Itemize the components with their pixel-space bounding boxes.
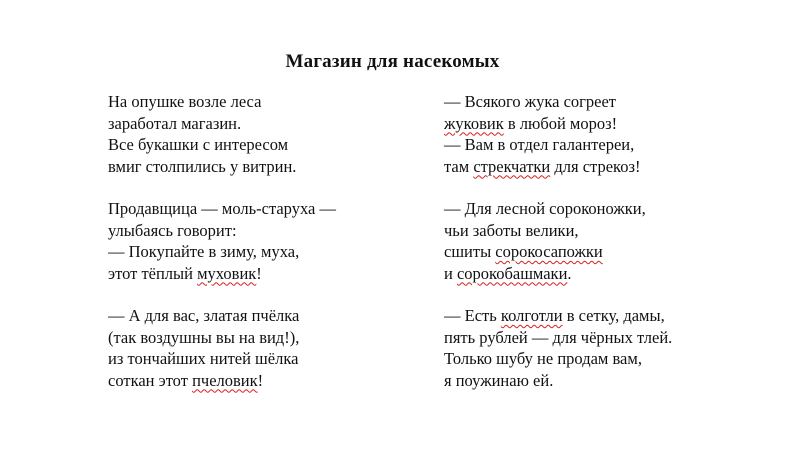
line-text: из тончайших нитей шёлка bbox=[108, 349, 299, 368]
line-text: пять рублей — для чёрных тлей. bbox=[444, 327, 673, 347]
stanza bbox=[444, 305, 672, 391]
line-text: На опушке возле леса bbox=[108, 92, 262, 111]
line-text: — А для вас, златая пчёлка bbox=[108, 306, 300, 325]
right-column bbox=[444, 91, 672, 412]
poem-line bbox=[108, 113, 336, 135]
line-text: — Всякого жука согреет bbox=[444, 92, 617, 111]
line-text: — Есть bbox=[444, 306, 501, 325]
poem-line bbox=[108, 134, 336, 156]
poem-line bbox=[108, 156, 336, 178]
misspelled-word: жуковик bbox=[444, 113, 504, 133]
misspelled-word: колготли bbox=[500, 306, 563, 325]
poem-line bbox=[444, 113, 672, 135]
left-column bbox=[108, 91, 336, 412]
line-text: — Для лесной сороконожки, bbox=[444, 199, 646, 218]
misspelled-word: пчеловик bbox=[192, 370, 258, 390]
stanza bbox=[444, 91, 672, 177]
line-text: — Покупайте в зиму, муха, bbox=[108, 242, 300, 261]
stanza bbox=[108, 305, 336, 391]
line-text: я поужинаю ей. bbox=[444, 370, 554, 390]
line-text: заработал магазин. bbox=[108, 113, 242, 133]
poem-line bbox=[108, 241, 336, 263]
line-text: ! bbox=[256, 263, 262, 283]
line-text: Только шубу не продам вам, bbox=[444, 349, 642, 368]
line-text: для стрекоз! bbox=[550, 156, 641, 176]
line-text: улыбаясь говорит: bbox=[108, 220, 237, 240]
line-text: — Вам в отдел галантереи, bbox=[444, 135, 635, 154]
misspelled-word: муховик bbox=[197, 263, 257, 283]
poem-line bbox=[444, 241, 672, 263]
poem-line bbox=[108, 305, 336, 327]
line-text: (так воздушны вы на вид!), bbox=[108, 327, 300, 347]
poem-line bbox=[108, 220, 336, 242]
line-text: в любой мороз! bbox=[503, 113, 618, 133]
poem-line bbox=[444, 220, 672, 242]
misspelled-word: сорокосапожки bbox=[495, 242, 603, 261]
poem-title: Магазин для насекомых bbox=[285, 51, 500, 72]
line-text: там bbox=[444, 156, 474, 176]
line-text: Продавщица — моль-старуха — bbox=[108, 199, 336, 218]
poem-line bbox=[108, 91, 336, 113]
misspelled-word: сорокобашмаки bbox=[456, 263, 568, 283]
poem-line bbox=[444, 156, 672, 178]
stanza bbox=[108, 91, 336, 177]
stanza bbox=[108, 198, 336, 284]
poem-line bbox=[444, 198, 672, 220]
line-text: и bbox=[444, 263, 457, 283]
poem-line bbox=[444, 134, 672, 156]
stanza bbox=[444, 198, 672, 284]
poem-line bbox=[444, 263, 672, 285]
poem-line bbox=[108, 370, 336, 392]
poem-line bbox=[444, 327, 672, 349]
line-text: . bbox=[567, 263, 572, 283]
line-text: соткан этот bbox=[108, 370, 193, 390]
misspelled-word: стрекчатки bbox=[473, 156, 551, 176]
poem-line bbox=[108, 348, 336, 370]
poem-line bbox=[444, 91, 672, 113]
line-text: вмиг столпились у витрин. bbox=[108, 156, 297, 176]
poem-line bbox=[108, 198, 336, 220]
poem-line bbox=[108, 263, 336, 285]
line-text: Все букашки с интересом bbox=[108, 135, 289, 154]
line-text: ! bbox=[257, 370, 264, 390]
poem-line bbox=[444, 370, 672, 392]
poem-line bbox=[444, 348, 672, 370]
line-text: сшиты bbox=[444, 242, 496, 261]
line-text: чьи заботы велики, bbox=[444, 220, 579, 240]
line-text: в сетку, дамы, bbox=[562, 306, 665, 325]
line-text: этот тёплый bbox=[108, 263, 198, 283]
poem-line bbox=[444, 305, 672, 327]
poem-line bbox=[108, 327, 336, 349]
